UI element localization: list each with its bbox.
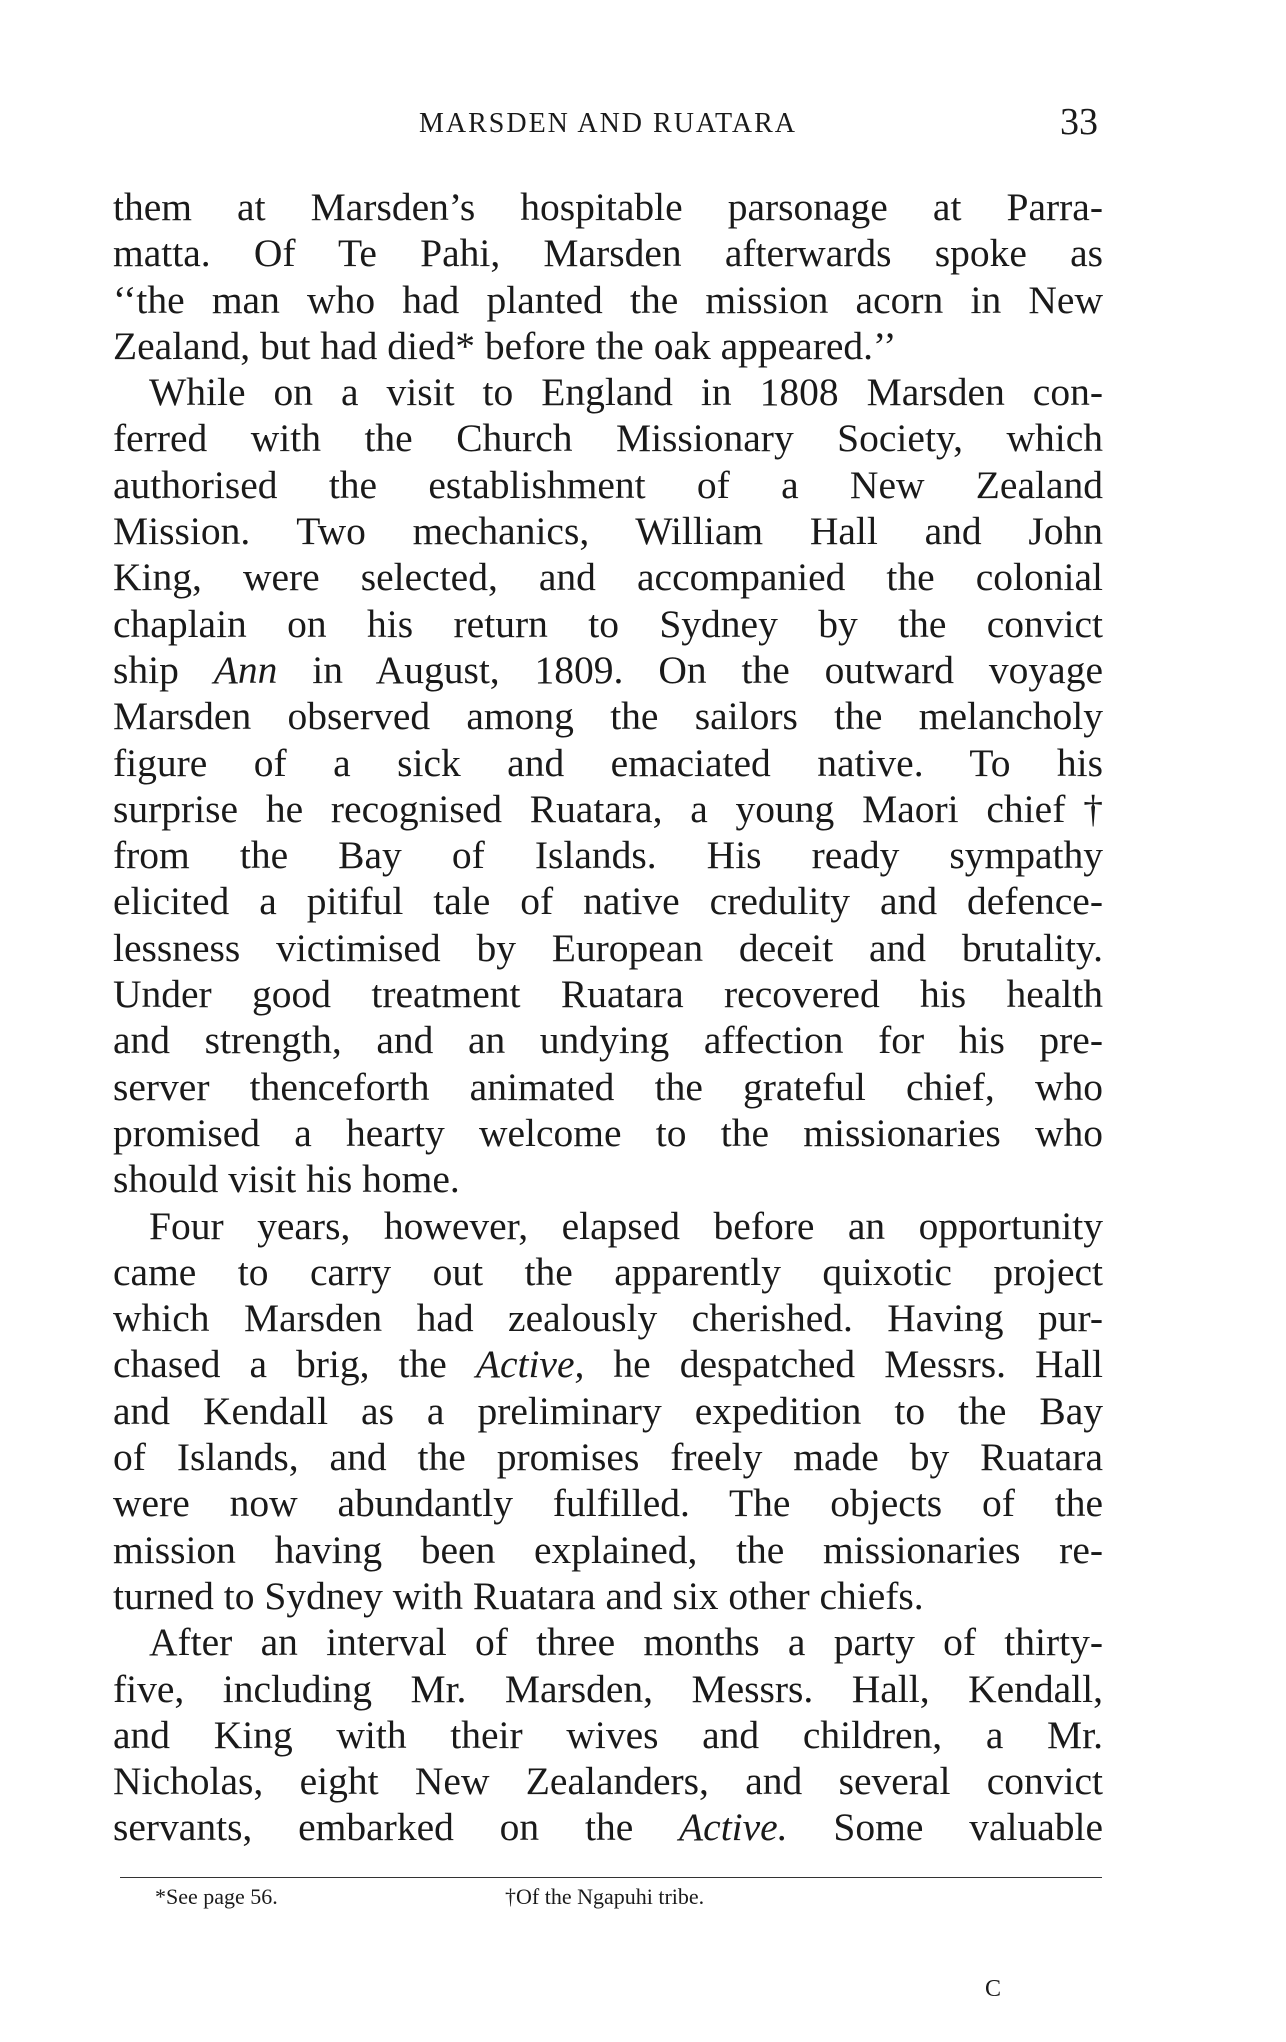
ship-name: Active. <box>679 1805 788 1850</box>
ship-name: Active, <box>475 1342 585 1387</box>
text-line: and strength, and an undying affection for his pre- <box>113 1018 1103 1063</box>
text-line: chased a brig, the Active, he despatched Messrs. Hall <box>113 1342 1103 1387</box>
text-line: Zealand, but had died* before the oak appeared.’’ <box>113 323 897 368</box>
text-line: Four years, however, elapsed before an opportunity <box>149 1203 1103 1248</box>
running-head: MARSDEN AND RUATARA <box>418 108 798 139</box>
text-line: were now abundantly fulfilled. The objects of the <box>113 1481 1103 1526</box>
text-line: After an interval of three months a party of thirty- <box>149 1620 1103 1665</box>
text-line: Marsden observed among the sailors the melancholy <box>113 694 1103 739</box>
text-line: should visit his home. <box>113 1157 460 1202</box>
text-line: ship Ann in August, 1809. On the outward voyage <box>113 647 1103 692</box>
text-line: servants, embarked on the Active. Some valuable <box>113 1805 1103 1850</box>
text-line: chaplain on his return to Sydney by the convict <box>113 601 1103 646</box>
text-line: promised a hearty welcome to the missionaries who <box>113 1110 1103 1155</box>
footnote-2: †Of the Ngapuhi tribe. <box>505 1884 705 1909</box>
text-line: came to carry out the apparently quixotic project <box>113 1249 1103 1294</box>
text-line: turned to Sydney with Ruatara and six other chiefs. <box>113 1573 924 1618</box>
text-line: five, including Mr. Marsden, Messrs. Hall, Kendall, <box>113 1666 1103 1711</box>
text-line: server thenceforth animated the grateful chief, who <box>113 1064 1103 1109</box>
text-line: of Islands, and the promises freely made by Ruatara <box>113 1435 1103 1480</box>
text-line: ‘‘the man who had planted the mission acorn in New <box>113 277 1103 322</box>
page-number: 33 <box>1060 101 1098 143</box>
body-text <box>113 184 1103 1851</box>
page-header <box>118 100 1098 150</box>
text-line: Under good treatment Ruatara recovered his health <box>113 972 1103 1017</box>
text-line: elicited a pitiful tale of native credulity and defence- <box>113 879 1103 924</box>
signature-mark: C <box>985 1976 1002 2002</box>
ship-name: Ann <box>213 647 278 692</box>
text-line: them at Marsden’s hospitable parsonage at Parra- <box>113 185 1103 229</box>
text-line: which Marsden had zealously cherished. Having pur- <box>113 1296 1103 1341</box>
text-line: While on a visit to England in 1808 Marsden con- <box>149 370 1103 415</box>
text-line: mission having been explained, the missionaries re- <box>113 1527 1103 1572</box>
text-line: and Kendall as a preliminary expedition to the Bay <box>113 1388 1103 1433</box>
footnote-rule <box>120 1877 1102 1878</box>
text-line: ferred with the Church Missionary Society, which <box>113 416 1103 461</box>
text-line: King, were selected, and accompanied the colonial <box>113 555 1103 600</box>
footnote-1: *See page 56. <box>155 1884 278 1909</box>
text-line: figure of a sick and emaciated native. To his <box>113 740 1103 785</box>
text-line: Nicholas, eight New Zealanders, and several convict <box>113 1759 1103 1804</box>
text-line: authorised the establishment of a New Zealand <box>113 462 1103 507</box>
text-line: lessness victimised by European deceit and brutality. <box>113 925 1103 970</box>
text-line: and King with their wives and children, a Mr. <box>113 1712 1103 1757</box>
text-line: Mission. Two mechanics, William Hall and John <box>113 509 1103 554</box>
text-line: matta. Of Te Pahi, Marsden afterwards spoke as <box>113 231 1103 276</box>
text-line: from the Bay of Islands. His ready sympathy <box>113 833 1103 878</box>
text-line: surprise he recognised Ruatara, a young Maori chief† <box>113 786 1103 831</box>
